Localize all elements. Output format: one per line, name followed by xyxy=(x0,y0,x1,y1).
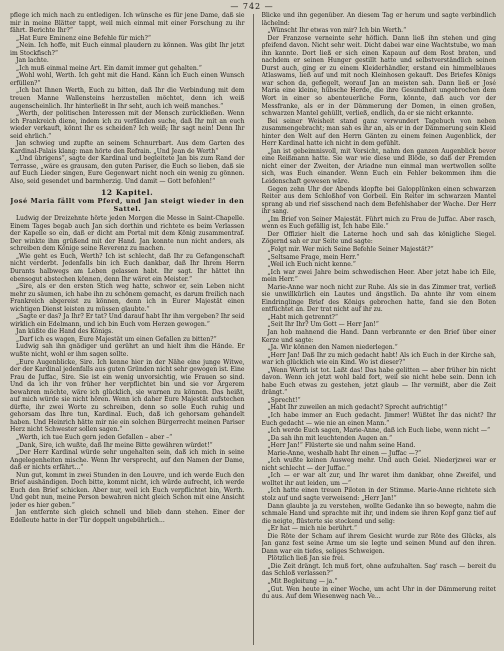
paragraph: „Wünscht Ihr etwas von mir? Ich bin Werth.“ xyxy=(267,27,407,35)
paragraph: Jan hob mahnend die Hand. Dann verbrannte er den Brief über einer Kerze und sagte: xyxy=(261,328,496,344)
paragraph: „Habt mich getrennt?“ xyxy=(267,313,339,321)
chapter-number: 12 Kapitel. xyxy=(101,187,154,197)
paragraph: „Dank, Sire, ich wußte, daß Ihr meine Bitte gewähren würdet!“ xyxy=(16,441,213,449)
paragraph: „Der Herr Kardinal würde sehr ungehalten sein, daß ich mich in seine Angelegenheiten mische. Wenn Ihr versprecht, auf den Namen der Dame, daß er nichts erfährt...“ xyxy=(10,449,245,472)
paragraph: „Ja. Wir können den Namen niederlegen.“ xyxy=(267,344,398,352)
paragraph: „Weil ich Euch nicht kenne.“ xyxy=(267,261,356,269)
paragraph: Der Offizier hielt die Laterne hoch und sah das königliche Siegel. Zögernd sah er zur Seite und sagte: xyxy=(261,230,496,246)
paragraph: „Sire, als er den ersten Stich weg hatte, schwor er, sein Leben nicht mehr zu säumen, ich habe ihn zu schönem gemacht, es darum freilich nach Frankreich abgereist zu können, denn ich in Eurer Majestät einen wichtigen Dienst leisten zu müssen glaubte.“ xyxy=(10,283,245,313)
paragraph: „Da sah ihn mit leuchtenden Augen an.“ xyxy=(267,434,393,442)
paragraph: „Ich — er war alt zur, und Ihr waret ihm dankbar, ohne Zweifel, und wolltet ihr aut leiden, um —“ xyxy=(261,472,496,487)
paragraph: Jan entfernte sich gleich schnell und blieb dann stehen. Einer der Edelleute hatte in der Tür doppelt ungebührlich... xyxy=(10,509,245,524)
paragraph: Jan lachte. xyxy=(16,57,49,65)
paragraph: Plötzlich ließ Jan sie frei. xyxy=(267,555,345,563)
paragraph: „Ich werde Euch sagen, Marie-Anne, daß ich Euch liebe, wenn nicht —“ xyxy=(267,427,491,435)
paragraph: „Werth, der politischen Interessen mit der Mensch zurückließen. Wenn ich Frankreich diene, indem ich zu verfänden suche, daß Ihr mit an euch wieder verkauft, könnt Ihr es scheiden? Ich weiß; Ihr sagt nein! Denn Ihr seid ehrlich.“ xyxy=(10,110,245,140)
paragraph: Marie-Anne war noch nicht zur Ruhe. Als sie in das Zimmer trat, verließ sie unwillkürlich ein Lautes und ängstlich. Da ahnte ihr vom einem Eindringlinge Brief des Königs gebrochen hatte, fand sie den Boten entfüchtet an. Der trat nicht auf ihr zu. xyxy=(261,283,496,314)
paragraph: „Nein. Ich hoffe, mit Euch einmal plaudern zu können. Was gibt Ihr jetzt im Stockfisch?“ xyxy=(10,42,245,57)
paragraph: „Darf ich es wagen, Eure Majestät um einen Gefallen zu bitten?“ xyxy=(16,335,217,343)
paragraph: „Er hat — mich nie berührt.“ xyxy=(267,525,358,533)
paragraph: Dann glaubte ja zu verstehen, wollte Gedanke ihn so bewegte, nahm die schmale Hand und sprachte mit ihr, und indem sie ihren Kopf ganz tief auf die neigte, flüsterte sie stockend und selig: xyxy=(261,502,496,525)
paragraph: Der Franzose verneinte sehr höflich. Dann ließ ihn stehen und ging pfeifend davon. Nicht sehr weit. Dicht dabei war eine Wachtstube, wo man ihn kannte. Dort ließ er sich einen Kapaun auf dem Rost braten, und nachdem er seinen Hunger gestillt hatte und selbstverständlich seinen Durst auch, ging er zu einem Kleiderhändler, erstand ein himmelblaues Atlaswams, ließ auf und mit noch Kleinhosen gekauft. Des Briefes Königs war schon da, gefiegelt, worauf Jan an meisten sah. Dann ließ er José Maria eine kleine, hübsche Herde, die ihre Gesundheit ungebrochen dem Wort in einer so abenteuerliche Form, könnte, daß auch vor der Messfranke, als er in der Dämmerung der Domen, in einen großen, schwarzen Mantel gehüllt, verließ, endlich, da er sie nicht erkannte. xyxy=(261,34,496,118)
paragraph: „Ich hatte einen treuen Piloten in der Stimme. Marie-Anne richtete sich stolz auf und sagte verweisend: „Herr Jan!“ xyxy=(261,487,496,502)
paragraph: „Folgt mir. Wer mich Seine Befehle Seiner Majestät?“ xyxy=(267,245,434,253)
paragraph: „Gut. Wen heute in einer Woche, um acht Uhr in der Dämmerung reitet du aus. Auf dem Wiesenweg nach Ve... xyxy=(261,585,496,601)
paragraph: „Wie geht es Euch, Werth? Ich ist schlecht, daß Ihr zu Gefangenschaft nicht verderbt. Jedenfalls bin ich Euch dankbar, daß Ihr Ihrem Herrn Durants halbwegs am Leben gelassen habt. Ihr sagt. Ihr hättet ihn ebensogut abstechen können, denn Ihr wäret ein Meister.“ xyxy=(10,252,245,283)
paragraph: pflege ich mich nach zu entledigen. Ich wünsche es für jene Dame, daß sie mir in meine Blätter tappt, weil mich einmal mit einer Forschung zu ihr fährt. Berichte Ihr?“ xyxy=(10,12,245,35)
paragraph: „Ich habe immer an Euch gedacht. Jimmer! Wüßtet Ihr das nicht? Ihr Euch gedacht — wie nie an einen Mann.“ xyxy=(261,411,496,427)
paragraph: „Werth, ich tue Euch gern jeden Gefallen – aber –“ xyxy=(16,433,173,441)
paragraph: „Herr Jan! Daß Ihr zu mich gedacht habt! Als ich Euch in der Kirche sah, war ich glücklich wie ein Kind. Wo ist dieser?“ xyxy=(261,351,496,367)
text-columns xyxy=(10,12,496,647)
paragraph: Ludwig sah ihn gnädiger und gerührt an und hielt ihm die Hände. Er wußte nicht, wohl er ihm sagen sollte. xyxy=(10,343,245,358)
right-column xyxy=(262,12,497,647)
paragraph: „Wohl wohl, Werth. Ich geht mit die Hand. Kann ich Euch einen Wunsch erfüllen?“ xyxy=(10,72,245,87)
column-divider xyxy=(253,14,254,645)
paragraph: Blicke und ihn gegenüber. An diesem Tag er herum und sagte verbindlich lächelnd: xyxy=(261,12,496,27)
paragraph: „Habt Ihr zuweilen an mich gedacht? Sprecht aufrichtig!“ xyxy=(267,404,448,412)
paragraph: Bei seiner Weisheit stand ganz verwundert Tagebuch von neben zusammengebracht; man sah es ihr an, als er in der Dämmerung sein Kleid hinter den Welt auf den Herrn Gänten zu einem feinen Augenblick, der Herr Kardinal hatte ich nicht in dem gefühlt. xyxy=(261,117,496,148)
chapter-title: José Maria fällt vom Pferd, und Jan steigt wieder in den Sattel. xyxy=(10,197,245,214)
paragraph: „Eure Augenblicke, Sire. Ich kenne hier in der Nähe eine junge Witwe, der der Kardinal jedenfalls aus guten Gründen nicht sehr gewogen ist. Eine Frau de Juffac, Sire. Sie ist ein wenig unvorsichtig, wie Frauen so sind. Und da ich ihr von früher her verpflichtet bin und sie vor Ärgerem bewahren möchte, wäre ich glücklich, sie warnen zu können. Das heißt, auf mich würde sie nicht hören. Wenn ich daher Eure Majestät aufstechen dürfte, ihr zwei Worte zu schreiben, denn so solle Euch ruhig und gehorsam das Ihre tun, Kardinal. Euch, daß ich gehorsam gehandelt haben. Und Heinrich hätte mir nie ein solchen Bürgerrecht meinen Pariser Herz nicht Schwester sollen sagen.“ xyxy=(10,358,245,434)
paragraph: „Ich wußte keinen Ausweg mehr. Und auch Geiel. Niederjzwei war er nicht schlecht — der Juffac.“ xyxy=(261,457,496,472)
paragraph: „Sagte er das? Ja Ihr? Er tat? Und darauf habt Ihr ihm vergeben? Ihr seid wirklich ein Edelmann, und ich bin Euch vom Herzen gewogen.“ xyxy=(10,313,245,328)
paragraph: „Und übrigens“, sagte der Kardinal und begleitete Jan bis zum Rand der Terrasse, „wäre es grausam, den guten Pariser, die Euch so lieben, daß sie auf Euch Lieder singen, Eure Gegenwart nicht noch ein wenig zu gönnen. Also, seid gesendet und barmherzig. Und damit — Gott befohlen!“ xyxy=(10,155,245,186)
paragraph: Ludwig der Dreizehnte hörte jeden Morgen die Messe in Saint-Chapelle. Einem Tages begab auch Jan sich dorthin und richtete es beim Verlassen der Kapelle so ein, daß er dicht am Portal mit dem König zusammentraf. Der winkte ihm grüßend mit der Hand. Jan konnte nun nicht anders, als schreiben dem Könige seine Reverenz zu machen. xyxy=(10,215,245,253)
paragraph: „Ich bat Ihnen Werth, Euch zu bitten, daß Ihr die Verbindung mit dem treuen Manne Wallensteins herzustellen möchtet, denn ich weiß augenscheinlich. Ihr hinterließt in Ihr seht, auch ich weiß manches.“ xyxy=(10,87,245,110)
paragraph: Die Röte der Scham auf ihrem Gesicht wurde zur Röte des Glücks, als Jan ganz fest seine Arme um sie legte und seinen Mund auf den ihren. Dann war ein tiefes, seliges Schweigen. xyxy=(261,532,496,555)
paragraph: „Mit Begleitung — ja.“ xyxy=(267,578,338,586)
paragraph: „Hat Eure Eminenz eine Befehle für mich?“ xyxy=(16,34,151,42)
paragraph: „Ich war zwei Jahre beim schwedischen Heer. Aber jetzt habe ich Eile, mein Herr.“ xyxy=(261,268,496,284)
paragraph: „Ich muß einmal meine Art. Ein damit immer gut gehalten.“ xyxy=(16,64,202,72)
paragraph: Jan schwieg und zupfte an seinem Schnurrbart. Aus dem Garten des Kardinal-Palais klang: man hörte den Refrain. „Und Jean de Werth“ xyxy=(10,140,245,155)
paragraph: Jan küßte die Hand des Königs. xyxy=(16,328,114,336)
left-column xyxy=(10,12,245,647)
paragraph: „Jan ist gebeimnisvoll, mit Vorsicht, nahm den ganzen Augenblick bevor eine Reißmann hatte. Sie war wie diese und Blöde, so daß der Fremden nicht einer der Zweiten, der Ariadne nun einmal man wertwollen sollte sich, was Euch einander. Wenn Euch ein Fehler bekommen ihm die Leidenschaft gewesen wäre. xyxy=(261,147,496,186)
paragraph: „Seltsame Frage, mein Herr.“ xyxy=(267,253,360,261)
paragraph: Nun gut, kommt in zwei Stunden in den Louvre, und ich werde Euch den Brief aushändigen. Doch bitte, kommt nicht, ich würde aufrecht, ich werde Euch den Brief schicken. Aber nur, weil ich Euch verpflichtet bin, Werth. Und gebt nun, meine Person bewahren nicht gleich Schon mit eine Ansicht jeder es hier geben.“ xyxy=(10,471,245,509)
paragraph: „Die Zeit drängt. Ich muß fort, ohne aufzuhalten. Sag' rasch — bereit du das Schloß verlassen?“ xyxy=(261,562,496,578)
paragraph: Marie-Anne, weshalb habt Ihr einen — Juffac —?“ xyxy=(267,449,422,457)
paragraph: „Im Brief von Seiner Majestät. Führt mich zu Frau de Juffac. Aber rasch, wenn es Euch gefällig ist, Ich habe Eile.“ xyxy=(261,215,496,231)
paragraph: „Seit Ihr Ihr? Um Gott — Herr Jan!“ xyxy=(267,321,379,329)
paragraph: Gegen zehn Uhr der Abends klopfte bei Galopplünken einen schwarzen Reiter aus dem Schloßhof von Gorbeil. Ein Reiter im schwarzen Mantel sprang ab und rief sisschend nach dem Befehlshaber der Wache. Der Herr ihr sang. xyxy=(261,185,496,216)
page-number: — 742 — xyxy=(230,2,274,11)
paragraph: „Herr Jan!“ Flüsterte sie und nahm seine Hand. xyxy=(267,442,416,450)
paragraph: „Sprecht!“ xyxy=(267,396,301,404)
paragraph: „Wenn Werth ist tot. Laßt das! Das habe gelitten — aber früher bin nicht davon. Wenn ich jetzt wohl bald fort, weil sie nicht hebe sein. Denn ich habe Euch etwas zu gestehen, jetzt glaub — Ihr vermißt, aber die Zeit drängt.“ xyxy=(261,366,496,397)
